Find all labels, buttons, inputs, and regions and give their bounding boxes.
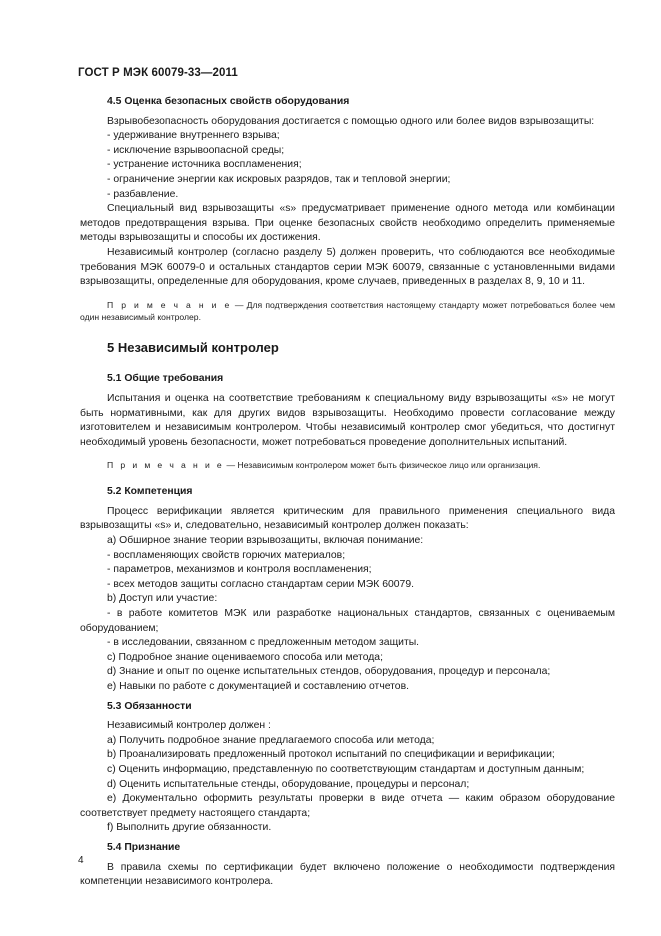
list-item: - параметров, механизмов и контроля воспламенения; <box>107 564 372 576</box>
list-item: - в исследовании, связанном с предложенным методом защиты. <box>107 637 420 649</box>
list-item: - устранение источника воспламенения; <box>107 159 302 171</box>
list-item: c) Оценить информацию, представленную по соответствующим стандартам и доступным данным; <box>107 763 585 775</box>
section-5-4-heading: 5.4 Признание <box>107 841 181 853</box>
section-5-heading: 5 Независимый контролер <box>107 339 279 355</box>
page-number: 4 <box>78 855 84 866</box>
list-item: - исключение взрывоопасной среды; <box>107 144 285 156</box>
list-item: c) Подробное знание оцениваемого способа или метода; <box>107 651 383 663</box>
section-4-5-paragraph: Специальный вид взрывозащиты «s» предусматривает применение одного метода или комбинации методов предотвращения взрыва. При оценке безопасных свойств необходимо определить применяемые методы взрывозащиты и способы их достижения. <box>80 203 615 244</box>
section-5-2-heading: 5.2 Компетенция <box>107 486 193 498</box>
list-item: f) Выполнить другие обязанности. <box>107 822 272 834</box>
list-item: e) Документально оформить результаты проверки в виде отчета — каким образом оборудование соответствует предмету настоящего стандарта; <box>80 793 615 819</box>
section-5-4-paragraph: В правила схемы по сертификации будет включено положение о необходимости подтверждения компетенции независимого контролера. <box>80 861 615 888</box>
list-item: e) Навыки по работе с документацией и составлению отчетов. <box>107 681 409 692</box>
document-body <box>80 95 615 890</box>
section-5-2-intro: Процесс верификации является критическим для правильного применения специального вида взрывозащиты «s» и, следовательно, независимый контролер должен показать: <box>80 505 615 532</box>
note-label: П р и м е ч а н и е <box>107 460 225 471</box>
list-item: b) Проанализировать предложенный протокол испытаний по спецификации и верификации; <box>107 749 555 761</box>
list-item: a) Обширное знание теории взрывозащиты, включая понимание: <box>107 535 424 547</box>
standard-header: ГОСТ Р МЭК 60079-33—2011 <box>78 67 238 79</box>
note <box>80 299 615 323</box>
note-text: — Независимым контролером может быть физическое лицо или организация. <box>224 460 541 471</box>
section-5-1-heading: 5.1 Общие требования <box>107 373 224 385</box>
section-5-3-intro: Независимый контролер должен : <box>107 720 271 732</box>
list-item: - в работе комитетов МЭК или разработке национальных стандартов, связанных с оцениваемым оборудованием; <box>80 608 615 634</box>
list-item: - всех методов защиты согласно стандартам серии МЭК 60079. <box>107 578 414 590</box>
note-label: П р и м е ч а н и е <box>107 299 232 310</box>
section-5-1-paragraph: Испытания и оценка на соответствие требованиям к специальному виду взрывозащиты «s» не могут быть нормативными, как для других видов взрывозащиты. Необходимо провести согласование между изготовителем и независимым контролером. Чтобы независимый контролер смог убедиться, что достигнут необходимый уровень безопасности, может потребоваться проведение дополнительных испытаний. <box>80 392 615 448</box>
section-4-5-paragraph: Независимый контролер (согласно разделу 5) должен проверить, что соблюдаются все необходимые требования МЭК 60079-0 и остальных стандартов серии МЭК 60079, связанные с установленными видами взрывозащиты, определенные для оборудования, кроме случаев, приведенных в разделах 8, 9, 10 и 11. <box>80 246 615 288</box>
list-item: a) Получить подробное знание предлагаемого способа или метода; <box>107 734 435 746</box>
list-item: - разбавление. <box>107 188 179 200</box>
list-item: b) Доступ или участие: <box>107 593 218 605</box>
section-5-3-heading: 5.3 Обязанности <box>107 700 192 712</box>
list-item: - ограничение энергии как искровых разрядов, так и тепловой энергии; <box>107 173 451 185</box>
list-item: d) Оценить испытательные стенды, оборудование, процедуры и персонал; <box>107 778 470 790</box>
list-item: - воспламеняющих свойств горючих материалов; <box>107 549 346 561</box>
note-text: — Для подтверждения соответствия настоящему стандарту может потребоваться более чем один независимый контролер. <box>80 299 615 322</box>
list-item: d) Знание и опыт по оценке испытательных стендов, оборудования, процедур и персонала; <box>107 666 551 678</box>
note <box>80 459 615 471</box>
section-4-5-heading: 4.5 Оценка безопасных свойств оборудования <box>107 96 350 107</box>
list-item: - удерживание внутреннего взрыва; <box>107 130 280 142</box>
section-4-5-intro: Взрывобезопасность оборудования достигается с помощью одного или более видов взрывозащиты: <box>107 115 595 127</box>
